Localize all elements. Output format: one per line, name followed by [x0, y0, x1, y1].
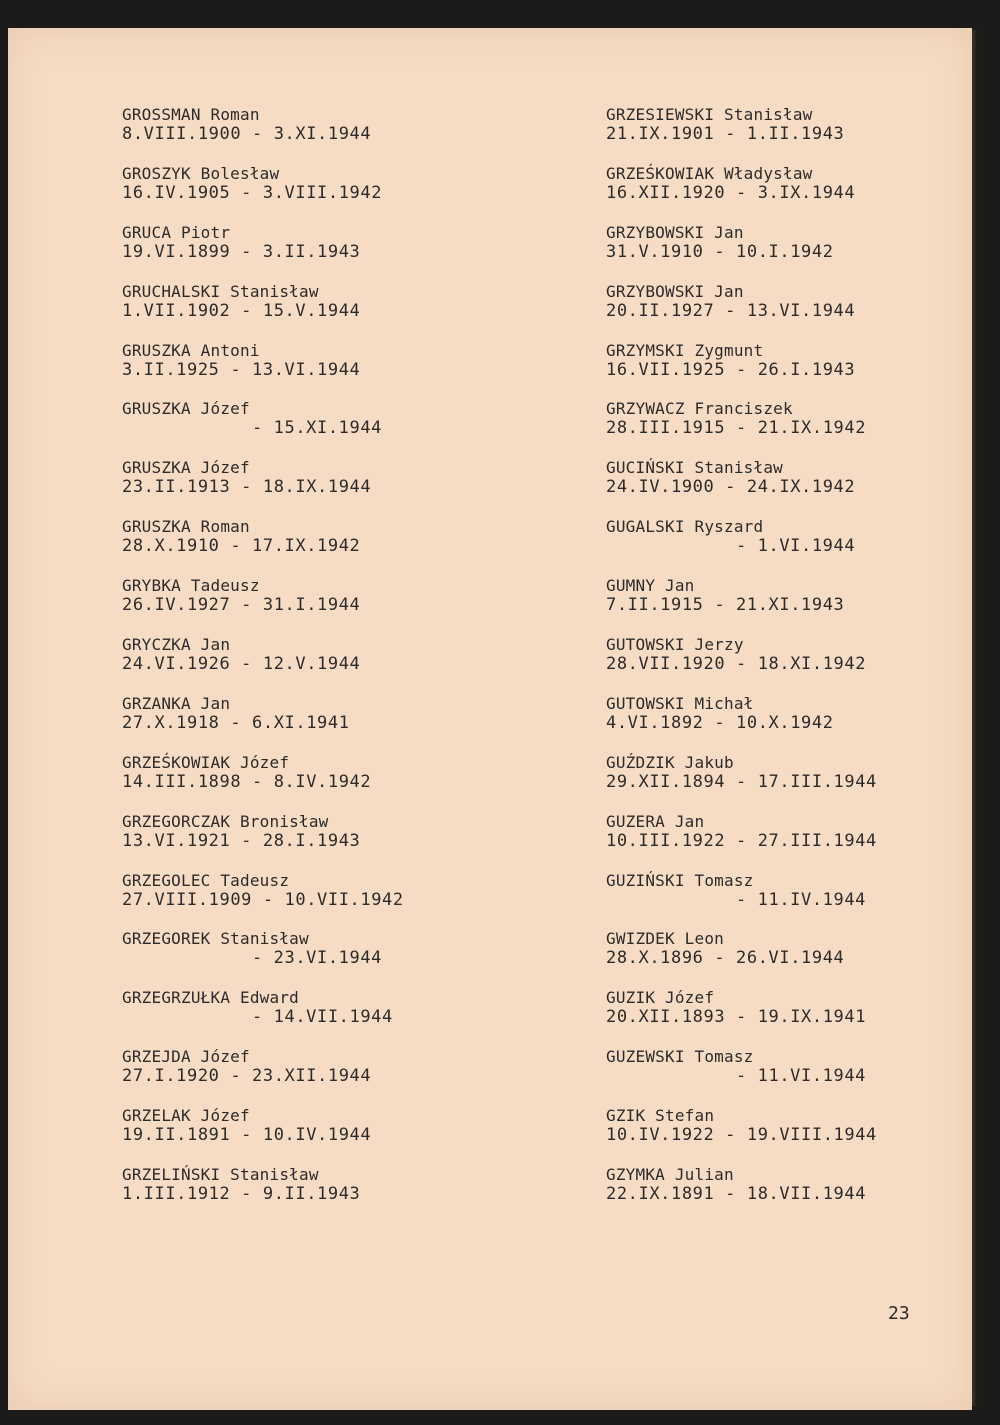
person-name: GRYCZKA Jan	[122, 635, 231, 655]
person-name: GUTOWSKI Jerzy	[606, 635, 744, 655]
list-item	[122, 694, 404, 753]
list-item	[606, 399, 877, 458]
list-item	[606, 1106, 877, 1165]
life-dates: 28.X.1896 - 26.VI.1944	[606, 948, 845, 969]
list-item	[606, 341, 877, 400]
person-name: GUZEWSKI Tomasz	[606, 1047, 754, 1067]
list-item	[606, 164, 877, 223]
list-item	[122, 1106, 404, 1165]
list-item	[122, 576, 404, 635]
list-item	[606, 517, 877, 576]
life-dates: 3.II.1925 - 13.VI.1944	[122, 359, 361, 380]
life-dates: 20.II.1927 - 13.VI.1944	[606, 300, 856, 321]
life-dates: 16.IV.1905 - 3.VIII.1942	[122, 182, 383, 203]
person-name: GRYBKA Tadeusz	[122, 576, 260, 596]
list-item	[122, 164, 404, 223]
list-item	[606, 929, 877, 988]
person-name: GRUCA Piotr	[122, 222, 231, 242]
life-dates: - 11.VI.1944	[736, 1066, 867, 1087]
person-name: GRZEGORCZAK Bronisław	[122, 811, 329, 831]
list-item	[122, 105, 404, 164]
list-item	[606, 105, 877, 164]
person-name: GRZESIEWSKI Stanisław	[606, 105, 813, 124]
life-dates: - 15.XI.1944	[252, 418, 383, 439]
person-name: GRZEGOLEC Tadeusz	[122, 870, 290, 890]
person-name: GUCIŃSKI Stanisław	[606, 458, 783, 478]
list-item	[122, 399, 404, 458]
list-item	[122, 812, 404, 871]
life-dates: 19.VI.1899 - 3.II.1943	[122, 241, 361, 262]
person-name: GUZERA Jan	[606, 811, 705, 831]
page-number: 23	[888, 1303, 910, 1324]
list-item	[122, 341, 404, 400]
list-item	[122, 517, 404, 576]
life-dates: 1.VII.1902 - 15.V.1944	[122, 300, 361, 321]
list-item	[122, 223, 404, 282]
life-dates: 19.II.1891 - 10.IV.1944	[122, 1125, 372, 1146]
person-name: GRZEGRZUŁKA Edward	[122, 988, 299, 1008]
life-dates: 14.III.1898 - 8.IV.1942	[122, 771, 372, 792]
life-dates: 28.X.1910 - 17.IX.1942	[122, 536, 361, 557]
life-dates: 23.II.1913 - 18.IX.1944	[122, 477, 372, 498]
life-dates: 24.VI.1926 - 12.V.1944	[122, 654, 361, 675]
person-name: GRZYBOWSKI Jan	[606, 222, 744, 242]
list-item	[606, 871, 877, 930]
list-item	[606, 753, 877, 812]
list-item	[122, 753, 404, 812]
life-dates: 20.XII.1893 - 19.IX.1941	[606, 1007, 867, 1028]
list-item	[606, 1165, 877, 1224]
life-dates: 29.XII.1894 - 17.III.1944	[606, 771, 877, 792]
person-name: GRUSZKA Roman	[122, 517, 250, 537]
list-item	[122, 871, 404, 930]
life-dates: 27.X.1918 - 6.XI.1941	[122, 712, 350, 733]
person-name: GUGALSKI Ryszard	[606, 517, 764, 537]
person-name: GRZYBOWSKI Jan	[606, 281, 744, 301]
person-name: GRUCHALSKI Stanisław	[122, 281, 319, 301]
person-name: GRZYMSKI Zygmunt	[606, 340, 764, 360]
page-edge	[972, 30, 978, 1406]
life-dates: 24.IV.1900 - 24.IX.1942	[606, 477, 856, 498]
person-name: GRZEJDA Józef	[122, 1047, 250, 1067]
life-dates: - 14.VII.1944	[252, 1007, 393, 1028]
list-item	[606, 576, 877, 635]
person-name: GRZELIŃSKI Stanisław	[122, 1165, 319, 1185]
life-dates: 26.IV.1927 - 31.I.1944	[122, 595, 361, 616]
list-item	[122, 1047, 404, 1106]
life-dates: 10.IV.1922 - 19.VIII.1944	[606, 1125, 877, 1146]
list-item	[606, 223, 877, 282]
life-dates: 1.III.1912 - 9.II.1943	[122, 1184, 361, 1205]
list-item	[122, 929, 404, 988]
list-item	[606, 1047, 877, 1106]
list-item	[606, 812, 877, 871]
life-dates: - 23.VI.1944	[252, 948, 383, 969]
person-name: GRUSZKA Antoni	[122, 340, 260, 360]
life-dates: 31.V.1910 - 10.I.1942	[606, 241, 834, 262]
person-name: GZYMKA Julian	[606, 1165, 734, 1185]
person-name: GWIZDEK Leon	[606, 929, 724, 949]
list-item	[606, 988, 877, 1047]
list-item	[606, 282, 877, 341]
list-item	[606, 694, 877, 753]
life-dates: 7.II.1915 - 21.XI.1943	[606, 595, 845, 616]
person-name: GUTOWSKI Michał	[606, 693, 754, 713]
life-dates: 13.VI.1921 - 28.I.1943	[122, 830, 361, 851]
list-item	[122, 282, 404, 341]
person-name: GRZEŚKOWIAK Władysław	[606, 163, 813, 183]
person-name: GUZIK Józef	[606, 988, 715, 1008]
life-dates: 28.VII.1920 - 18.XI.1942	[606, 654, 867, 675]
person-name: GRZANKA Jan	[122, 693, 231, 713]
list-item	[606, 635, 877, 694]
person-name: GRZEGOREK Stanisław	[122, 929, 309, 949]
life-dates: - 1.VI.1944	[736, 536, 856, 557]
life-dates: 16.XII.1920 - 3.IX.1944	[606, 182, 856, 203]
person-name: GUMNY Jan	[606, 576, 695, 596]
list-item	[122, 635, 404, 694]
life-dates: 4.VI.1892 - 10.X.1942	[606, 712, 834, 733]
person-name: GROSZYK Bolesław	[122, 163, 280, 183]
right-column	[606, 105, 877, 1224]
list-item	[122, 1165, 404, 1224]
life-dates: 21.IX.1901 - 1.II.1943	[606, 124, 845, 144]
person-name: GRZELAK Józef	[122, 1106, 250, 1126]
life-dates: 27.VIII.1909 - 10.VII.1942	[122, 889, 404, 910]
life-dates: 8.VIII.1900 - 3.XI.1944	[122, 124, 372, 144]
person-name: GUZIŃSKI Tomasz	[606, 870, 754, 890]
life-dates: 28.III.1915 - 21.IX.1942	[606, 418, 867, 439]
person-name: GRUSZKA Józef	[122, 399, 250, 419]
person-name: GRZEŚKOWIAK Józef	[122, 752, 290, 772]
person-name: GZIK Stefan	[606, 1106, 715, 1126]
list-item	[606, 458, 877, 517]
list-item	[122, 458, 404, 517]
life-dates: 27.I.1920 - 23.XII.1944	[122, 1066, 372, 1087]
life-dates: 10.III.1922 - 27.III.1944	[606, 830, 877, 851]
person-name: GRZYWACZ Franciszek	[606, 399, 793, 419]
list-item	[122, 988, 404, 1047]
person-name: GUŹDZIK Jakub	[606, 752, 734, 772]
person-name: GROSSMAN Roman	[122, 105, 260, 124]
life-dates: 16.VII.1925 - 26.I.1943	[606, 359, 856, 380]
life-dates: 22.IX.1891 - 18.VII.1944	[606, 1184, 867, 1205]
life-dates: - 11.IV.1944	[736, 889, 867, 910]
person-name: GRUSZKA Józef	[122, 458, 250, 478]
left-column	[122, 105, 404, 1224]
